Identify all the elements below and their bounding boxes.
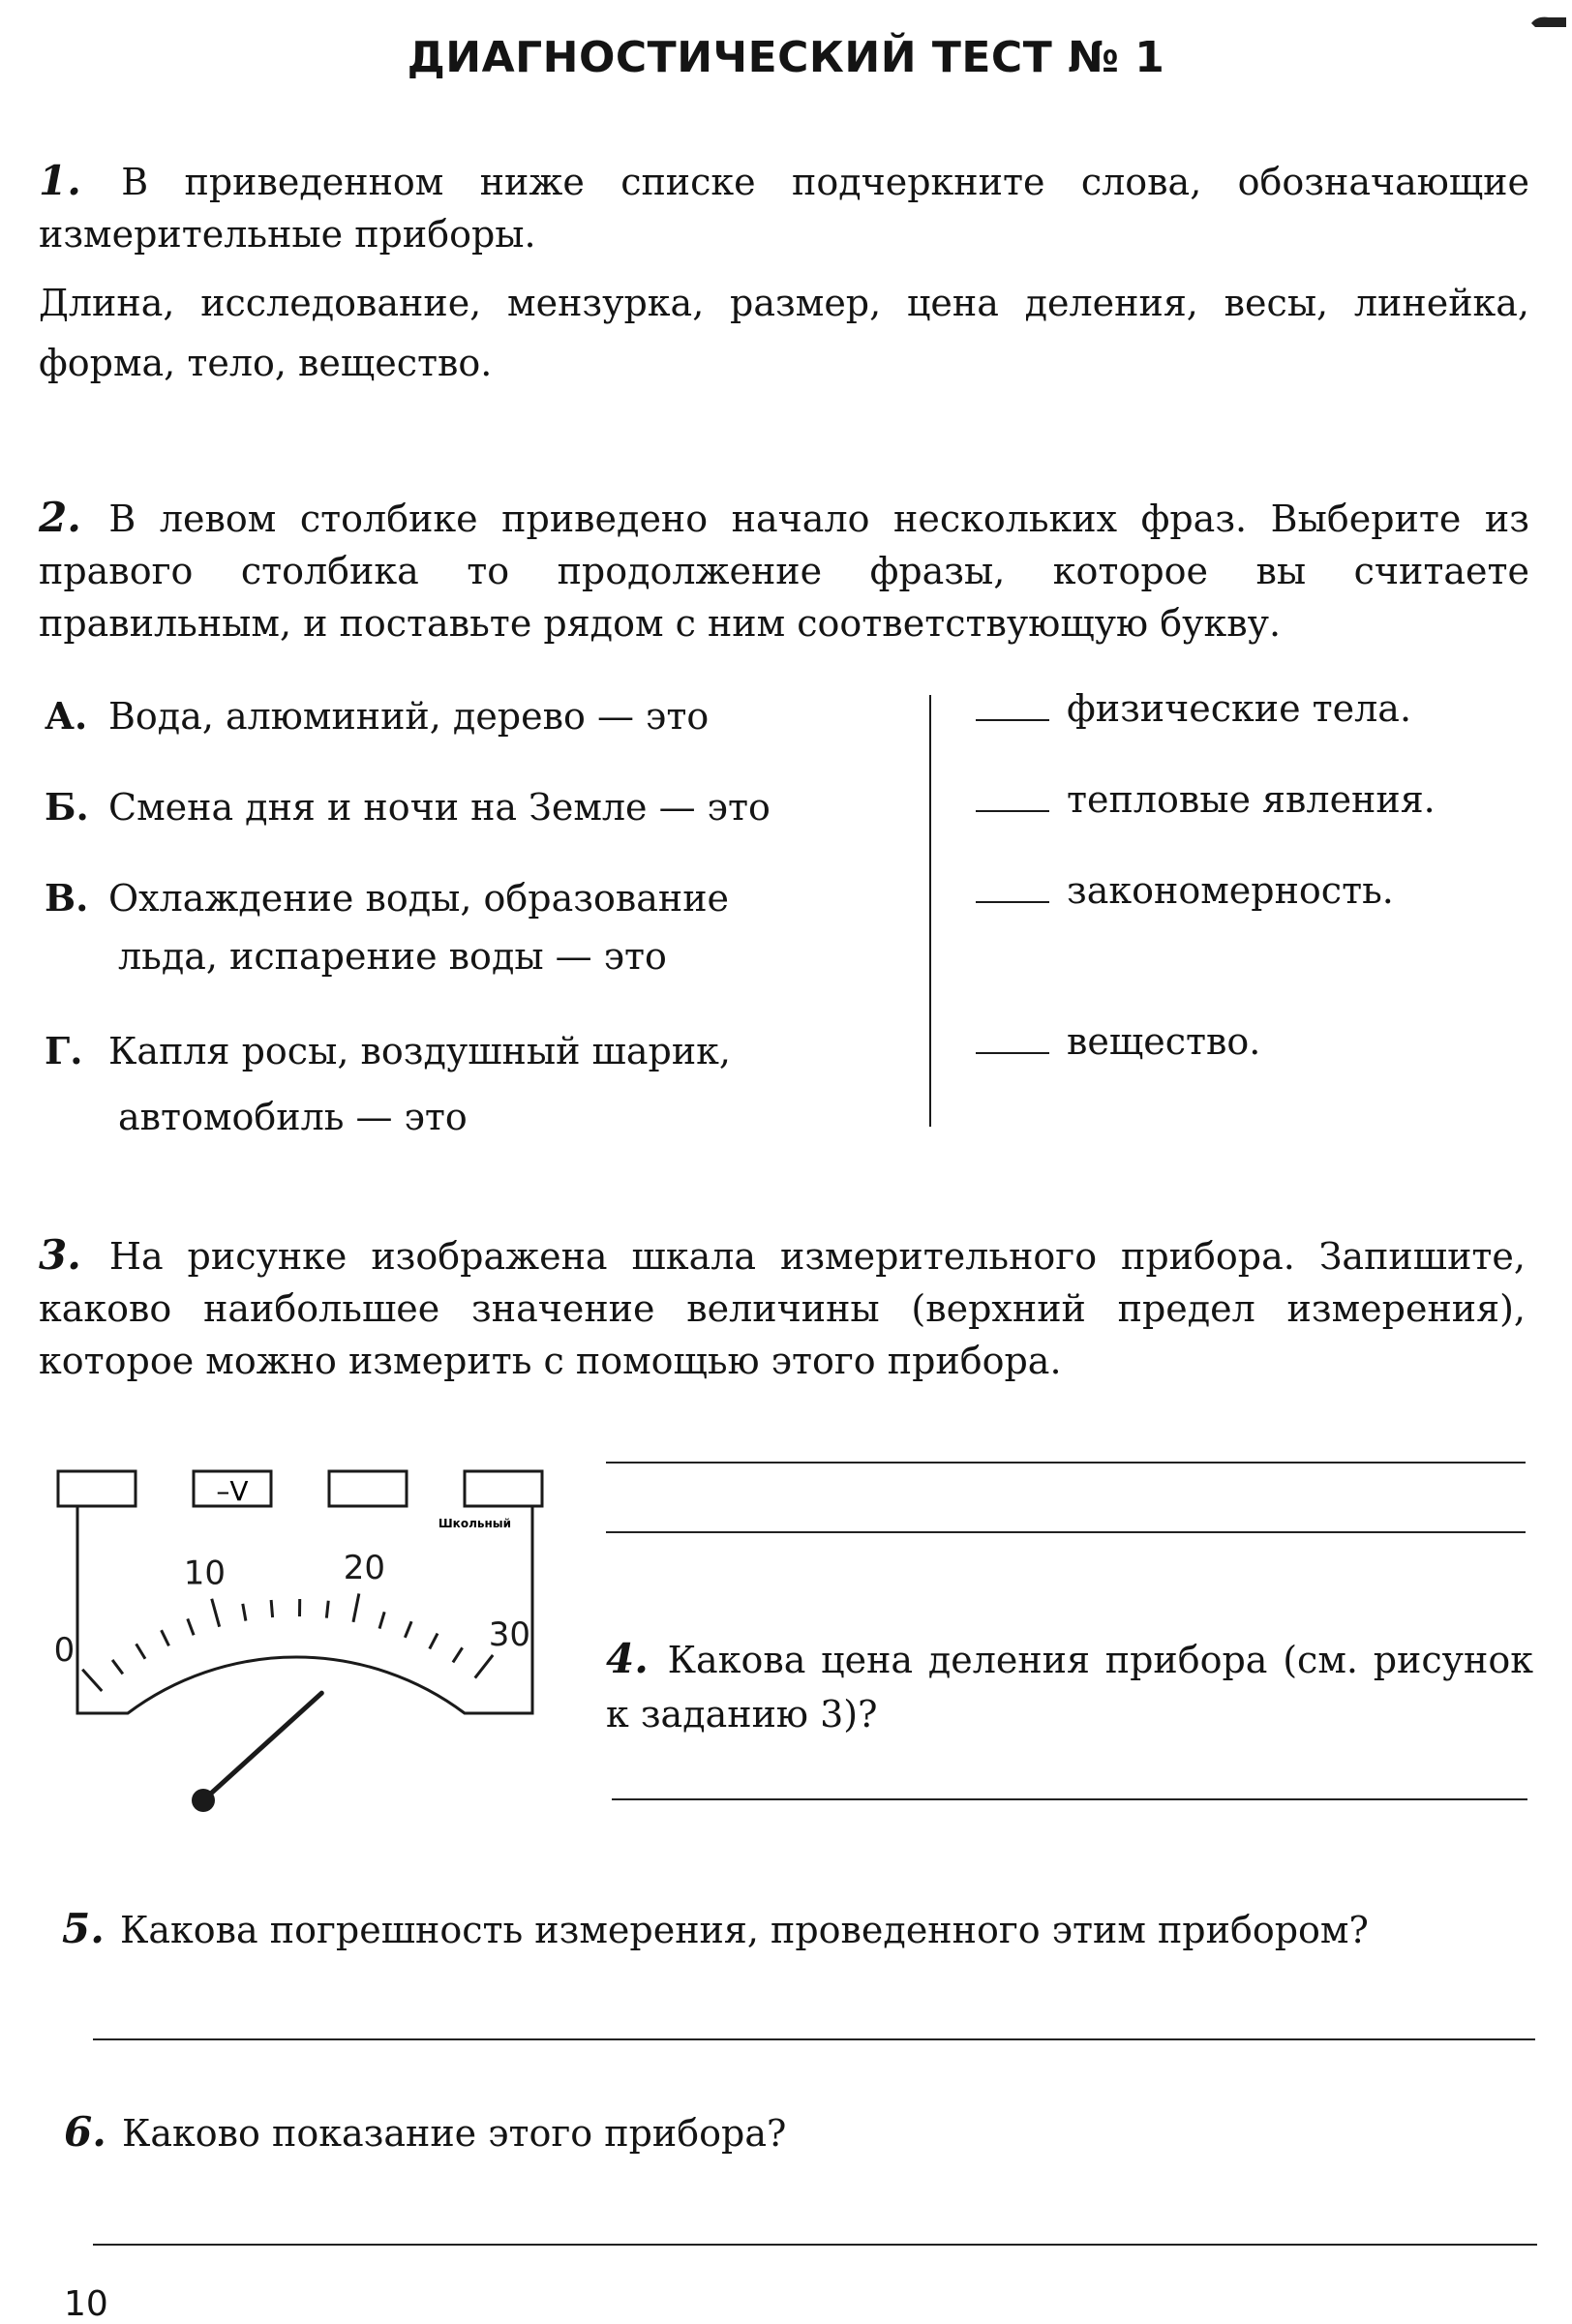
terminal-box xyxy=(329,1471,407,1506)
phrase-letter: Г. xyxy=(45,1022,108,1080)
question-1-text: В приведенном ниже списке подчеркните слова, обозначающие измерительные приборы. xyxy=(39,161,1529,256)
question-1-word-list[interactable]: Длина, исследование, мензурка, размер, цена деления, весы, линейка, форма, тело, вещество. xyxy=(39,273,1529,393)
scale-minor-tick xyxy=(405,1621,411,1638)
question-6-number: 6. xyxy=(64,2108,106,2156)
scale-ticks xyxy=(82,1593,493,1691)
question-4 xyxy=(606,1632,1533,1741)
terminal-box xyxy=(58,1471,136,1506)
phrase-item-g xyxy=(45,1022,731,1146)
scale-minor-tick xyxy=(430,1634,438,1649)
scale-minor-tick xyxy=(271,1600,272,1617)
scale-major-tick xyxy=(82,1670,102,1691)
meter-brand-label: Школьный xyxy=(438,1517,511,1530)
scale-minor-tick xyxy=(162,1630,169,1645)
question-3-text: На рисунке изображена шкала измерительного прибора. Запишите, каково наибольшее значение величины (верхний предел измерения), которое можно измерить с помощью этого прибора. xyxy=(39,1235,1526,1382)
ending-item xyxy=(976,1014,1260,1069)
phrase-item-b xyxy=(45,778,771,836)
phrase-text: Смена дня и ночи на Земле — это xyxy=(108,786,771,829)
page-title: ДИАГНОСТИЧЕСКИЙ ТЕСТ № 1 xyxy=(0,33,1572,82)
question-2 xyxy=(39,492,1529,649)
ending-item xyxy=(976,681,1411,736)
phrase-letter: А. xyxy=(45,687,108,745)
question-3 xyxy=(39,1229,1526,1387)
voltmeter-diagram xyxy=(48,1452,571,1839)
answer-line[interactable] xyxy=(93,2244,1537,2246)
answer-line[interactable] xyxy=(606,1531,1526,1533)
scale-major-tick xyxy=(475,1655,493,1678)
ending-text: вещество. xyxy=(1067,1020,1260,1063)
answer-blank[interactable] xyxy=(976,719,1049,721)
question-1 xyxy=(39,155,1529,260)
scale-major-tick xyxy=(353,1593,359,1621)
question-5-text: Какова погрешность измерения, проведенного этим прибором? xyxy=(120,1909,1369,1951)
question-4-text: Какова цена деления прибора (см. рисунок к заданию 3)? xyxy=(606,1639,1533,1735)
ending-text: тепловые явления. xyxy=(1067,778,1436,821)
terminal-box xyxy=(465,1471,542,1506)
ending-text: физические тела. xyxy=(1067,687,1411,730)
scale-label: 0 xyxy=(54,1631,76,1670)
scale-label: 30 xyxy=(489,1615,530,1654)
question-2-number: 2. xyxy=(39,494,81,541)
scale-minor-tick xyxy=(326,1601,328,1618)
phrase-text: Вода, алюминий, дерево — это xyxy=(108,695,709,738)
scale-label: 20 xyxy=(344,1549,385,1587)
answer-blank[interactable] xyxy=(976,810,1049,812)
question-2-text: В левом столбике приведено начало нескольких фраз. Выберите из правого столбика то продолжение фразы, которое вы считаете правильным, и поставьте рядом с ним соответствующую букву. xyxy=(39,498,1529,645)
question-5 xyxy=(62,1903,1533,1956)
phrase-item-a xyxy=(45,687,709,745)
question-4-number: 4. xyxy=(606,1635,649,1682)
answer-blank[interactable] xyxy=(976,901,1049,903)
scale-minor-tick xyxy=(136,1644,145,1658)
phrase-letter: В. xyxy=(45,869,108,927)
phrase-text: Капля росы, воздушный шарик, xyxy=(108,1030,731,1072)
scale-major-tick xyxy=(212,1599,220,1627)
question-6-text: Каково показание этого прибора? xyxy=(122,2112,786,2155)
scale-minor-tick xyxy=(379,1612,384,1628)
answer-line[interactable] xyxy=(606,1462,1526,1464)
phrase-text-continued: автомобиль — это xyxy=(45,1088,731,1146)
phrase-text-continued: льда, испарение воды — это xyxy=(45,927,729,985)
scale-label: 10 xyxy=(184,1554,226,1593)
page-number: 10 xyxy=(64,2284,108,2324)
scale-minor-tick xyxy=(453,1647,463,1662)
ending-item xyxy=(976,772,1436,827)
needle-pivot xyxy=(192,1789,215,1812)
answer-blank[interactable] xyxy=(976,1052,1049,1054)
meter-body xyxy=(77,1506,532,1713)
answer-line[interactable] xyxy=(612,1798,1527,1800)
scale-minor-tick xyxy=(112,1660,123,1674)
question-5-number: 5. xyxy=(62,1905,105,1952)
meter-needle xyxy=(203,1693,321,1800)
column-divider xyxy=(929,695,931,1127)
ending-text: закономерность. xyxy=(1067,869,1394,912)
phrase-letter: Б. xyxy=(45,778,108,836)
corner-mark-icon xyxy=(1527,14,1570,31)
question-6 xyxy=(64,2106,1535,2159)
terminal-label: –V xyxy=(216,1475,248,1507)
ending-item xyxy=(976,863,1394,918)
question-1-number: 1. xyxy=(39,157,81,204)
phrase-item-v xyxy=(45,869,729,985)
phrase-text: Охлаждение воды, образование xyxy=(108,877,729,920)
scale-minor-tick xyxy=(243,1604,246,1621)
answer-line[interactable] xyxy=(93,2038,1535,2040)
question-3-number: 3. xyxy=(39,1231,81,1279)
scale-minor-tick xyxy=(188,1618,194,1635)
